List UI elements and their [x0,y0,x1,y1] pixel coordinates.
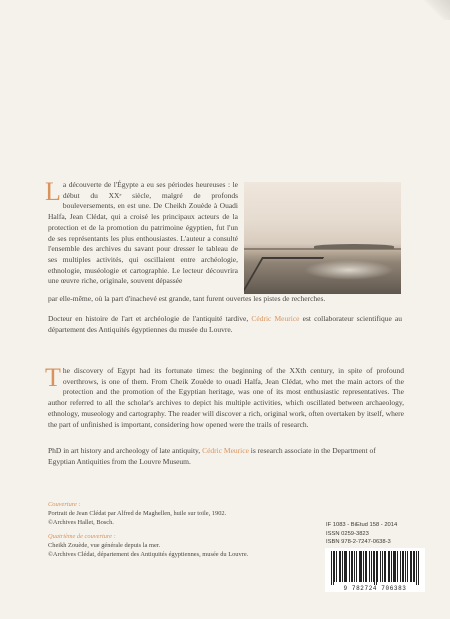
english-bio-author-name: Cédric Meurice [202,446,249,455]
barcode-bar [351,551,352,582]
barcode-bar [397,551,398,582]
barcode-bar [359,551,360,582]
issn-number: ISSN 0259-3823 [326,530,369,537]
barcode-bar [354,551,355,582]
barcode-bar [403,551,404,582]
barcode-bar [344,551,345,582]
isbn-number: ISBN 978-2-7247-0638-3 [326,539,391,546]
barcode-bar [376,551,377,585]
barcode-bar [394,551,395,582]
barcode-bar [374,551,375,585]
publication-identifiers [326,521,436,547]
cover-credit-line: Portrait de Jean Clédat par Alfred de Maghellen, huile sur toile, 1902. [48,510,227,517]
barcode-bar [361,551,362,582]
barcode-bar [334,551,335,582]
barcode-bar [339,551,340,582]
barcode-bar [356,551,357,582]
barcode-bar [349,551,350,582]
english-summary-text: he discovery of Egypt had its fortunate times: the beginning of the XXth century, in spite of profound overthrows, is one of them. From Cheik Zouède to ouadi Halfa, Jean Clédat, who met the main actors of the protection and the promotion of the Egyptian heritage, was one of its most enthusiastic representatives. The author referred to all the scholar's archives to depict his multiple activities, which oscillated between archaeology, ethnology, museology and cartography. The reader will discover a rich, original work, often overtaken by itself, where the part of unfinished is important, considering how opened were the trails of research. [48,366,404,429]
cover-credit-heading: Couverture : [48,501,81,508]
barcode-bar [384,551,385,582]
english-drop-cap: T [45,363,61,392]
barcode-bar [382,551,383,582]
barcode-bar [414,551,415,582]
barcode-bar [385,551,386,582]
english-bio-after: is research associate in the Department of Egyptian Antiquities from the Louvre Museum. [48,446,376,466]
french-summary [45,177,238,287]
barcode-bar [331,551,332,585]
barcode-bar [371,551,372,582]
barcode-bar [413,551,414,582]
french-author-bio [48,314,402,335]
isbn-barcode [325,548,425,592]
barcode-bar [369,551,370,582]
page-corner-fold [420,0,450,20]
barcode-bar [391,551,392,582]
english-summary [45,363,404,430]
barcode-bar [333,551,334,585]
barcode-bar [352,551,353,582]
back-cover-credit-copyright: ©Archives Clédat, département des Antiquités égyptiennes, musée du Louvre. [48,551,249,558]
barcode-bar [380,551,381,582]
barcode-bar [416,551,417,585]
image-credits [48,500,308,559]
photo-island [314,244,394,249]
french-bio-after: est collaborateur scientifique au département des Antiquités égyptiennes du musée du Louvre. [48,314,402,334]
barcode-bar [336,551,337,582]
barcode-bar [346,551,347,582]
barcode-bar [389,551,390,582]
barcode-bar [377,551,378,582]
barcode-bar [340,551,341,582]
french-summary-continuation: par elle-même, où la part d'inachevé est grande, tant furent ouvertes les pistes de recherches. [48,294,326,303]
barcode-bar [395,551,396,582]
barcode-bar [365,551,366,582]
barcode-bar [410,551,411,582]
french-bio-author-name: Cédric Meurice [251,314,300,323]
barcode-bar [411,551,412,582]
french-drop-cap: L [45,177,61,206]
photo-ship-rail [244,257,324,294]
barcode-bar [360,551,361,582]
barcode-bar [345,551,346,582]
barcode-bar [405,551,406,582]
english-bio-before: PhD in art history and archeology of late antiquity, [48,446,203,455]
english-author-bio [48,446,404,467]
barcode-bar [407,551,408,582]
back-cover-credit-heading: Quatrième de couverture : [48,533,116,540]
barcode-bars [325,548,425,586]
barcode-bar [418,551,419,585]
barcode-bar [363,551,364,582]
barcode-bar [393,551,394,582]
series-number: IF 1083 - BiEtud 158 - 2014 [326,522,398,528]
cover-photo-sea-view [244,182,401,294]
barcode-bar [342,551,343,582]
back-cover-credit-line: Cheikh Zouède, vue générale depuis la mer. [48,542,161,549]
french-summary-text: a découverte de l'Égypte a eu ses périodes heureuses : le début du XXᵉ siècle, malgré de profonds bouleversements, en est une. De Cheikh Zouède à Ouadi Halfa, Jean Clédat, qui a croisé les principaux acteurs de la protection et de la promotion du patrimoine égyptien, fut l'un de ses représentants les plus enthousiastes. L'auteur a consulté l'ensemble des archives du savant pour dresser le tableau de ses multiples activités, qui oscillaient entre archéologie, ethnologie, muséologie et cartographie. Le lecteur découvrira une œuvre riche, originale, souvent dépassée [48,180,238,286]
cover-credit-copyright: ©Archives Hallet, Bosch. [48,519,114,526]
barcode-number: 9 782724 706383 [343,585,407,592]
barcode-bar [373,551,374,582]
french-bio-before: Docteur en histoire de l'art et archéologie de l'antiquité tardive, [48,314,252,323]
barcode-bar [388,551,389,582]
barcode-bar [402,551,403,582]
barcode-bar [366,551,367,582]
barcode-bar [400,551,401,582]
